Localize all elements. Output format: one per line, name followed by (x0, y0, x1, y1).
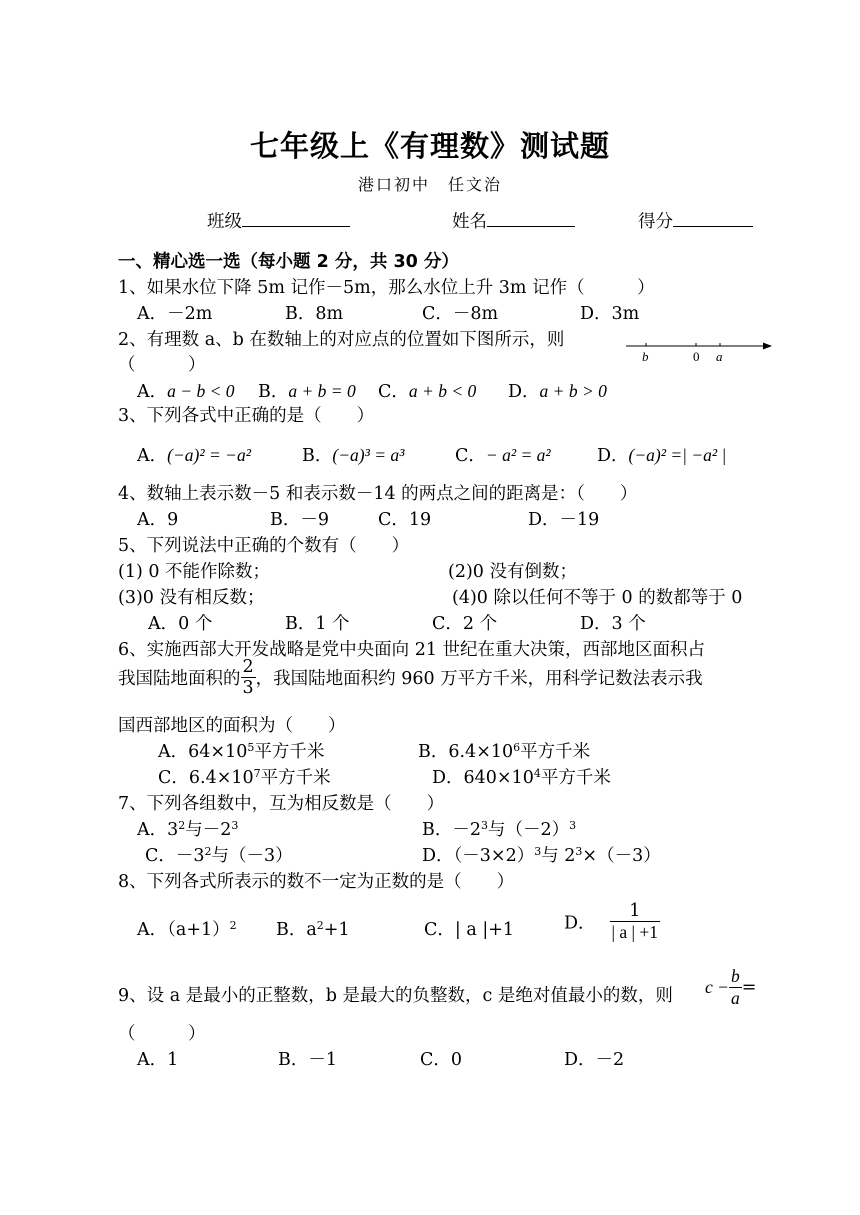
q4-option-a[interactable]: A．9 (137, 510, 179, 530)
q7-stem: 7、下列各组数中，互为相反数是（ ） (118, 794, 445, 814)
page-title: 七年级上《有理数》测试题 (249, 129, 610, 163)
score-blank[interactable] (673, 208, 753, 227)
q2-option-d[interactable]: D．a + b > 0 (508, 381, 607, 402)
q3-option-d[interactable]: D．(−a)² =| −a² | (597, 445, 727, 466)
q3-option-a[interactable]: A．(−a)² = −a² (137, 445, 251, 466)
q8-option-c[interactable]: C．| a |+1 (424, 920, 515, 940)
axis-label-a: a (716, 349, 723, 364)
class-label: 班级 (207, 212, 242, 232)
q7-option-d[interactable]: D．$(-3\times 2)^3$与 $2^3\times(-3)$ (422, 845, 661, 866)
section-heading: 一、精心选一选（每小题 2 分，共 30 分） (118, 252, 459, 272)
q6-stem-line3: 国西部地区的面积为（ ） (118, 716, 346, 736)
q7-option-b[interactable]: B．$-2^3$与$(-2)^3$ (422, 819, 577, 840)
number-line-diagram (622, 334, 774, 366)
q9-expression: c − $\frac{b}{a}$ = (705, 966, 757, 1008)
q1-option-b[interactable]: B．8m (285, 304, 344, 324)
q1-option-c[interactable]: C．－8m (422, 304, 499, 324)
q1-option-a[interactable]: A．－2m (137, 304, 213, 324)
q9-fraction: $\frac{b}{a}$ (730, 966, 740, 1008)
q3-option-c[interactable]: C．− a² = a² (455, 445, 551, 466)
q2-option-a[interactable]: A．a − b < 0 (137, 381, 235, 402)
q4-option-d[interactable]: D．－19 (528, 510, 600, 530)
q9-stem: 9、设 a 是最小的正整数，b 是最大的负整数，c 是绝对值最小的数，则 (118, 986, 673, 1006)
class-field[interactable] (207, 208, 350, 233)
q8-option-d[interactable]: D． $\frac{1}{| a | +1}$ (564, 901, 659, 942)
q9-option-c[interactable]: C．0 (420, 1050, 463, 1070)
axis-label-b: b (642, 349, 649, 364)
q7-option-a[interactable]: A．$3^2$与$-2^3$ (137, 819, 239, 840)
q5-option-c[interactable]: C．2 个 (432, 614, 498, 634)
q8-d-fraction: $\frac{1}{| a | +1}$ (611, 901, 659, 942)
q2-paren: （ ） (118, 355, 206, 375)
q9-option-a[interactable]: A．1 (137, 1050, 179, 1070)
q8-option-b[interactable]: B．$a^2+1$ (276, 919, 350, 940)
name-blank[interactable] (487, 208, 575, 227)
q1-option-d[interactable]: D．3m (580, 304, 640, 324)
q9-paren: （ ） (118, 1024, 206, 1044)
q5-statement-4: (4)0 除以任何不等于 0 的数都等于 0 (452, 588, 743, 608)
name-field[interactable] (452, 208, 575, 233)
q2-option-c[interactable]: C．a + b < 0 (378, 381, 477, 402)
author-line: 港口初中 任文治 (357, 175, 502, 194)
q1-stem: 1、如果水位下降 5m 记作－5m，那么水位上升 3m 记作（ ） (118, 278, 655, 298)
q6-option-d[interactable]: D．$640\times 10^4$平方千米 (432, 767, 611, 788)
q9-option-d[interactable]: D．－2 (564, 1050, 625, 1070)
q7-option-c[interactable]: C．$-3^2$与（－3） (145, 845, 293, 866)
q9-option-b[interactable]: B．－1 (278, 1050, 337, 1070)
q2-stem: 2、有理数 a、b 在数轴上的对应点的位置如下图所示，则 (118, 330, 565, 350)
name-label: 姓名 (452, 212, 487, 232)
q3-option-b[interactable]: B．(−a)³ = a³ (302, 445, 405, 466)
q6-option-b[interactable]: B．$6.4\times 10^6$平方千米 (418, 741, 591, 762)
q2-option-b[interactable]: B．a + b = 0 (258, 381, 356, 402)
q6-fraction: $\frac{2}{3}$ (242, 657, 254, 698)
q5-statement-3: (3)0 没有相反数； (118, 588, 265, 608)
score-label: 得分 (638, 212, 673, 232)
q6-option-c[interactable]: C．$6.4\times 10^7$平方千米 (158, 767, 331, 788)
q6-stem-line1: 6、实施西部大开发战略是党中央面向 21 世纪在重大决策，西部地区面积占 (118, 640, 706, 660)
q5-stem: 5、下列说法中正确的个数有（ ） (118, 536, 410, 556)
q6-option-a[interactable]: A．$64\times 10^5$平方千米 (158, 741, 325, 762)
q4-option-c[interactable]: C．19 (378, 510, 432, 530)
class-blank[interactable] (242, 208, 350, 227)
arrow-head-icon (763, 343, 772, 350)
q8-stem: 8、下列各式所表示的数不一定为正数的是（ ） (118, 872, 515, 892)
q5-statement-2: (2)0 没有倒数； (448, 562, 577, 582)
q3-stem: 3、下列各式中正确的是（ ） (118, 406, 375, 426)
q5-option-d[interactable]: D．3 个 (580, 614, 646, 634)
q5-statement-1: (1) 0 不能作除数； (118, 562, 271, 582)
axis-label-zero: 0 (693, 349, 700, 364)
q4-option-b[interactable]: B．－9 (270, 510, 329, 530)
q5-option-b[interactable]: B．1 个 (285, 614, 350, 634)
q8-option-a[interactable]: A．$(a+1)^2$ (137, 919, 237, 940)
score-field[interactable] (638, 208, 753, 233)
q5-option-a[interactable]: A．0 个 (148, 614, 213, 634)
q4-stem: 4、数轴上表示数－5 和表示数－14 的两点之间的距离是：（ ） (118, 484, 638, 504)
q6-stem-line2: 我国陆地面积的 $\frac{2}{3}$ ，我国陆地面积约 960 万平方千米，用科学记数法表示我 (118, 657, 703, 698)
